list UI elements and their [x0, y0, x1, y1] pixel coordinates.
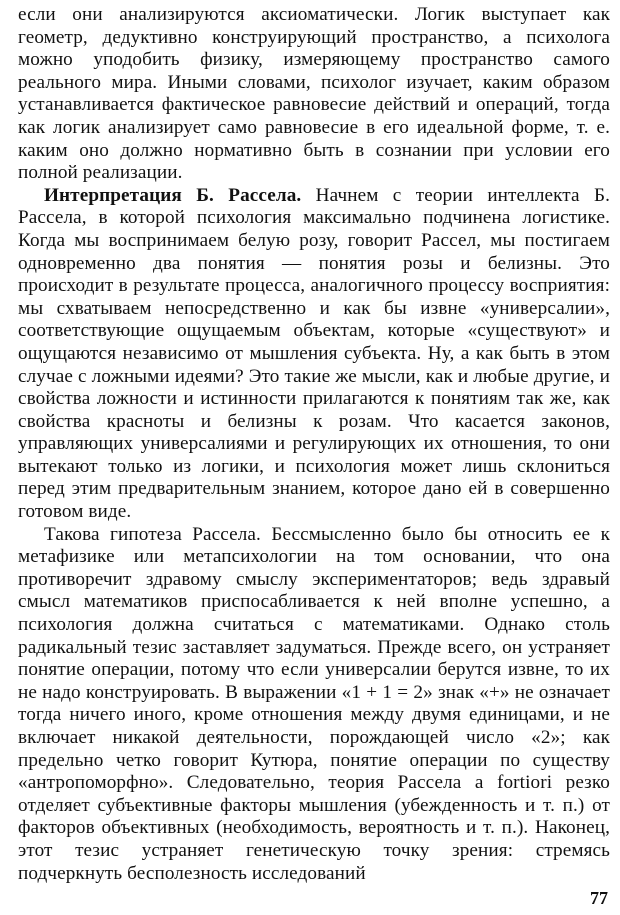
body-text [18, 4, 610, 885]
paragraph-russell-interpretation [18, 185, 610, 524]
section-heading: Интерпретация Б. Рассела. [44, 184, 302, 206]
paragraph-text: Начнем с теории интеллекта Б. Рассела, в которой психология максимально подчинена логистике. Когда мы воспринимаем белую розу, говорит Рассел, мы постигаем одновременно два понятия — понятия розы и белизны. Это происходит в результате процесса, аналогичного процессу восприятия: мы схватываем непосредственно и как бы извне «универсалии», соответствующие ощущаемым объектам, которые «существуют» и ощущаются независимо от мышления субъекта. Ну, а как быть в этом случае с ложными идеями? Это такие же мысли, как и любые другие, и свойства ложности и истинности прилагаются к понятиям так же, как свойства красноты и белизны к розам. Что касается законов, управляющих универсалиями и регулирующих их отношения, то они вытекают только из логики, и психология может лишь склониться перед этим предварительным знанием, которое дано ей в совершенно готовом виде. [18, 184, 610, 523]
paragraph-text: Такова гипотеза Рассела. Бессмысленно было бы относить ее к метафизике или метапсихологии на том основании, что она противоречит здравому смыслу экспериментаторов; ведь здравый смысл математиков приспосабливается к ней вполне успешно, а психология должна считаться с математиками. Однако столь радикальный тезис заставляет задуматься. Прежде всего, он устраняет понятие операции, потому что если универсалии берутся извне, то их не надо конструировать. В выражении «1 + 1 = 2» знак «+» не означает тогда ничего иного, кроме отношения между двумя единицами, и не включает никакой деятельности, порождающей число «2»; как предельно четко говорит Кутюра, понятие операции по существу «антропоморфно». Следовательно, теория Рассела a fortiori резко отделяет субъективные факторы мышления (убежденность и т. п.) от факторов объективных (необходимость, вероятность и т. п.). Наконец, этот тезис устраняет генетическую точку зрения: стремясь подчеркнуть бесполезность исследований [18, 523, 610, 884]
paragraph-text: если они анализируются аксиоматически. Логик выступает как геометр, дедуктивно конструирующий пространство, а психолога можно уподобить физику, измеряющему пространство самого реального мира. Иными словами, психолог изучает, каким образом устанавливается фактическое равновесие действий и операций, тогда как логик анализирует само равновесие в его идеальной форме, т. е. каким оно должно нормативно быть в сознании при условии его полной реализации. [18, 4, 610, 184]
paragraph-continuation [18, 4, 610, 185]
paragraph-russell-hypothesis [18, 524, 610, 886]
page-number: 77 [590, 888, 608, 908]
